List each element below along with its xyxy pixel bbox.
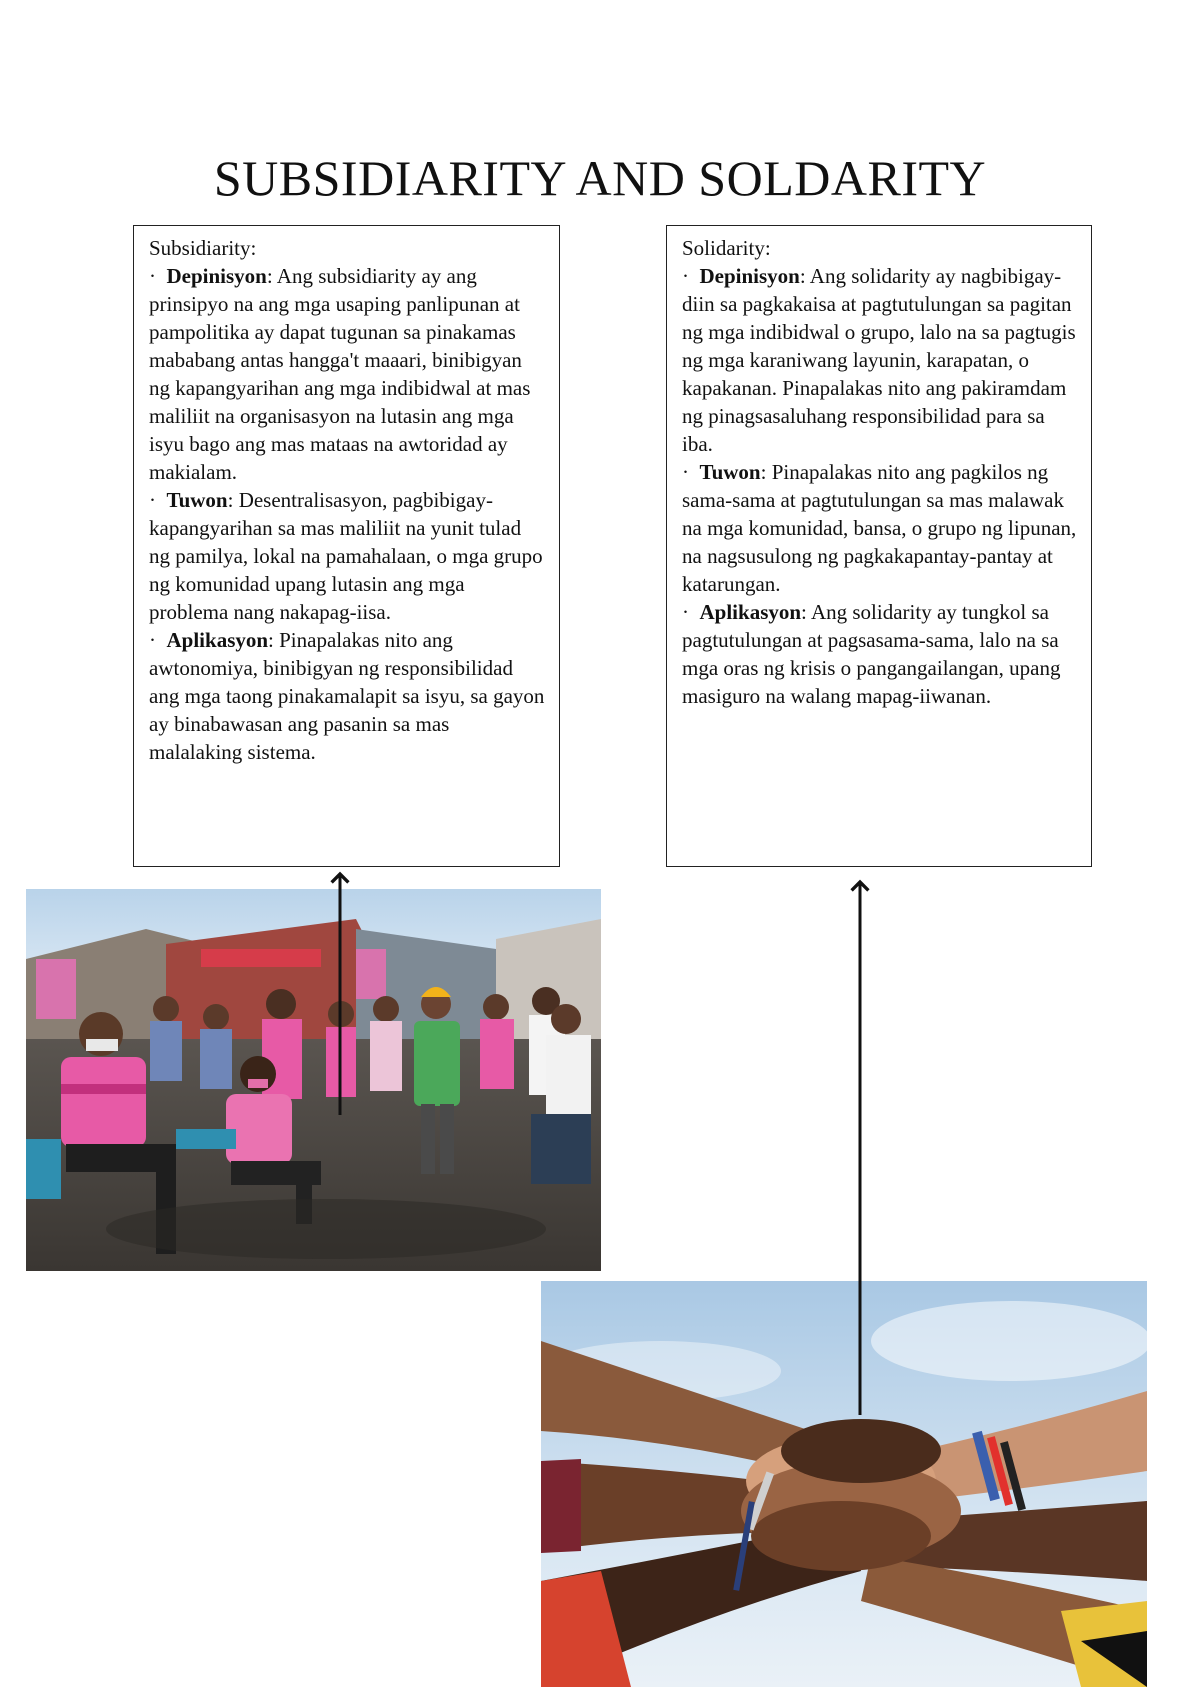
subsidiarity-application-label: Aplikasyon xyxy=(166,628,269,652)
subsidiarity-application-text: : Pinapalakas nito ang awtonomiya, binibigyan ng responsibilidad ang mga taong pinakamalapit sa isyu, sa gayon ay binabawasan ang pasanin sa mas malalaking sistema. xyxy=(149,628,545,764)
solidarity-application-text: : Ang solidarity ay tungkol sa pagtutulungan at pagsasama-sama, lalo na sa mga oras ng krisis o pangangailangan, upang masiguro na walang mapag-iiwanan. xyxy=(682,600,1061,708)
bullet-symbol: · xyxy=(149,264,156,288)
subsidiarity-definition xyxy=(149,262,547,486)
solidarity-application xyxy=(682,598,1079,710)
solidarity-goal-text: : Pinapalakas nito ang pagkilos ng sama-sama at pagtutulungan sa mas malawak na mga komunidad, bansa, o grupo ng lipunan, na nagsusulong ng pagkakapantay-pantay at katarungan. xyxy=(682,460,1077,596)
stacked-hands-photo xyxy=(541,1281,1147,1687)
solidarity-definition xyxy=(682,262,1079,458)
subsidiarity-heading: Subsidiarity: xyxy=(149,236,257,260)
subsidiarity-goal xyxy=(149,486,547,626)
subsidiarity-definition-text: : Ang subsidiarity ay ang prinsipyo na ang mga usaping panlipunan at pampolitika ay dapat tugunan sa pinakamas mababang antas hangga't maaari, binibigyan ng kapangyarihan ang mga indibidwal at mas maliliit na organisasyon na lutasin ang mga isyu bago ang mas mataas na awtoridad ay makialam. xyxy=(149,264,531,484)
solidarity-goal-label: Tuwon xyxy=(699,460,761,484)
subsidiarity-definition-label: Depinisyon xyxy=(166,264,267,288)
solidarity-application-label: Aplikasyon xyxy=(699,600,802,624)
solidarity-heading: Solidarity: xyxy=(682,236,771,260)
subsidiarity-goal-label: Tuwon xyxy=(166,488,228,512)
community-gathering-photo xyxy=(26,889,601,1271)
subsidiarity-goal-text: : Desentralisasyon, pagbibigay-kapangyarihan sa mas maliliit na yunit tulad ng pamilya, lokal na pamahalaan, o mga grupo ng komunidad upang lutasin ang mga problema nang nakapag-iisa. xyxy=(149,488,543,624)
solidarity-definition-label: Depinisyon xyxy=(699,264,800,288)
bullet-symbol: · xyxy=(682,600,689,624)
subsidiarity-application xyxy=(149,626,547,766)
solidarity-goal xyxy=(682,458,1079,598)
stacked-hands-illustration xyxy=(541,1281,1147,1687)
bullet-symbol: · xyxy=(149,488,156,512)
solidarity-box xyxy=(666,225,1092,867)
bullet-symbol: · xyxy=(682,264,689,288)
bullet-symbol: · xyxy=(149,628,156,652)
community-gathering-illustration xyxy=(26,889,601,1271)
bullet-symbol: · xyxy=(682,460,689,484)
page-title: SUBSIDIARITY AND SOLDARITY xyxy=(213,150,987,206)
solidarity-definition-text: : Ang solidarity ay nagbibigay-diin sa pagkakaisa at pagtutulungan sa pagitan ng mga indibidwal o grupo, lalo na sa pagtugis ng mga karaniwang layunin, karapatan, o kapakanan. Pinapalakas nito ang pakiramdam ng pinagsasaluhang responsibilidad para sa iba. xyxy=(682,264,1076,456)
subsidiarity-box xyxy=(133,225,560,867)
